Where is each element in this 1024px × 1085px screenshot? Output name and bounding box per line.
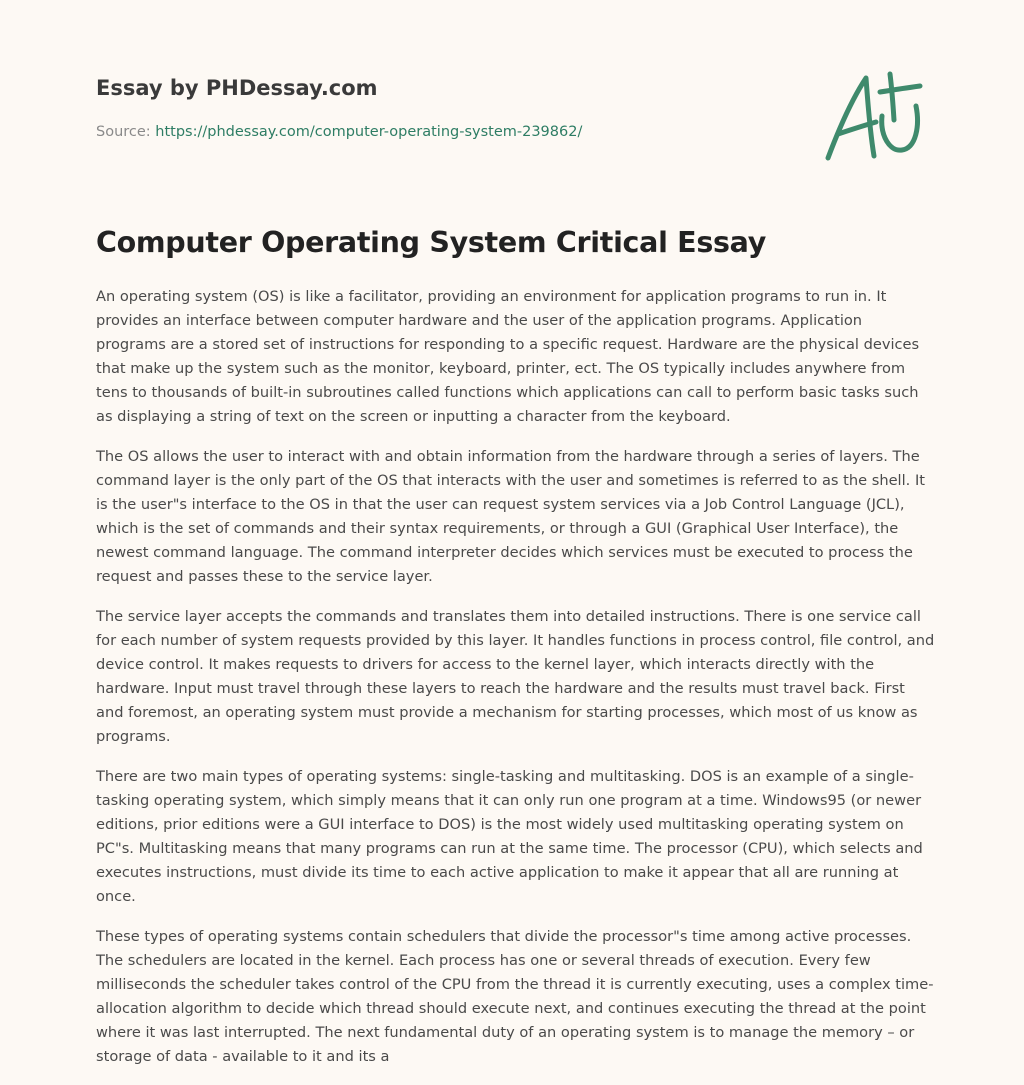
essay-paragraph: There are two main types of operating systems: single-tasking and multitasking. DOS is an example of a single-tasking operating system, which simply means that it can only run one program at a time. Windows95 (or newer editions, prior editions were a GUI interface to DOS) is the most widely used multitasking operating system on PC"s. Multitasking means that many programs can run at the same time. The processor (CPU), which selects and executes instructions, must divide its time to each active application to make it appear that all are running at once. (96, 768, 923, 905)
source-line (96, 124, 582, 140)
site-title: Essay by PHDessay.com (96, 76, 378, 100)
essay-paragraph: The OS allows the user to interact with and obtain information from the hardware through a series of layers. The command layer is the only part of the OS that interacts with the user and sometimes is referred to as the shell. It is the user"s interface to the OS in that the user can request system services via a Job Control Language (JCL), which is the set of commands and their syntax requirements, or through a GUI (Graphical User Interface), the newest command language. The command interpreter decides which services must be executed to process the request and passes these to the service layer. (96, 448, 925, 585)
source-label: Source: (96, 124, 156, 140)
essay-paragraph: The service layer accepts the commands and translates them into detailed instructions. There is one service call for each number of system requests provided by this layer. It handles functions in process control, file control, and device control. It makes requests to drivers for access to the kernel layer, which interacts directly with the hardware. Input must travel through these layers to reach the hardware and the results must travel back. First and foremost, an operating system must provide a mechanism for starting processes, which most of us know as programs. (96, 608, 935, 745)
essay-paragraph: These types of operating systems contain schedulers that divide the processor"s time among active processes. The schedulers are located in the kernel. Each process has one or several threads of execution. Every few milliseconds the scheduler takes control of the CPU from the thread it is currently executing, uses a complex time-allocation algorithm to decide which thread should execute next, and continues executing the thread at the point where it was last interrupted. The next fundamental duty of an operating system is to manage the memory – or storage of data - available to it and its a (96, 928, 934, 1065)
essay-title: Computer Operating System Critical Essay (96, 226, 766, 259)
source-link[interactable]: https://phdessay.com/computer-operating-system-239862/ (155, 124, 583, 140)
essay-paragraph: An operating system (OS) is like a facilitator, providing an environment for application programs to run in. It provides an interface between computer hardware and the user of the application programs. Application programs are a stored set of instructions for responding to a specific request. Hardware are the physical devices that make up the system such as the monitor, keyboard, printer, ect. The OS typically includes anywhere from tens to thousands of built-in subroutines called functions which applications can call to perform basic tasks such as displaying a string of text on the screen or inputting a character from the keyboard. (96, 288, 920, 425)
a-plus-logo-icon (820, 66, 930, 166)
essay-body (96, 285, 936, 1085)
